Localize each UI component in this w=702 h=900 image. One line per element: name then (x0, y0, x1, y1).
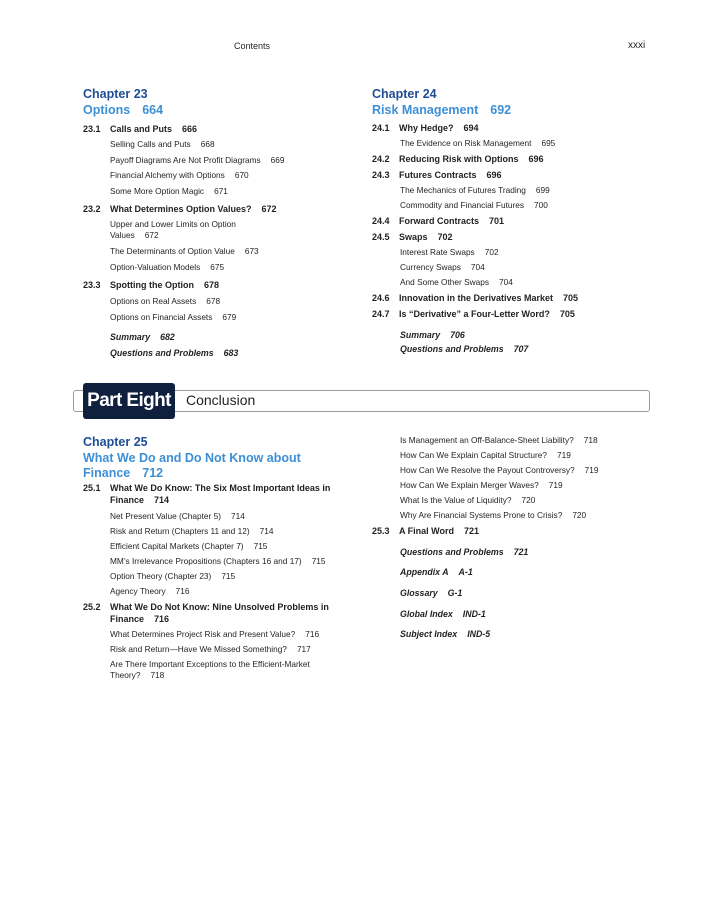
subsection-title: Agency Theory (110, 586, 166, 596)
subsection-title: Risk and Return—Have We Missed Something? (110, 644, 287, 654)
section-title: Swaps (399, 232, 428, 242)
subsection-title: What Determines Project Risk and Present Value? (110, 629, 296, 639)
summary-title: Summary (400, 330, 441, 340)
toc-subsection[interactable] (110, 186, 228, 197)
toc-subsection[interactable] (400, 262, 485, 273)
section-title: Futures Contracts (399, 170, 477, 180)
section-page: 694 (463, 123, 479, 133)
chapter-label: Chapter 23 (83, 87, 148, 101)
toc-subsection[interactable] (400, 495, 535, 506)
subsection-page: 716 (305, 629, 320, 639)
section-title: What Determines Option Values? (110, 204, 252, 214)
section-page: 696 (486, 170, 502, 180)
subsection-page: 702 (484, 247, 499, 257)
toc-subsection[interactable] (110, 511, 245, 522)
subsection-page: 714 (259, 526, 274, 536)
subsection-title: Upper and Lower Limits on Option Values (110, 219, 236, 240)
toc-section[interactable] (83, 601, 363, 625)
chapter-page: 712 (142, 466, 164, 480)
subsection-title: Risk and Return (Chapters 11 and 12) (110, 526, 250, 536)
toc-subsection[interactable] (110, 246, 259, 257)
summary-title: Summary (110, 332, 151, 342)
appendix-title: Appendix A (400, 567, 449, 577)
chapter-title-text: What We Do and Do Not Know about (83, 451, 301, 465)
subsection-title: Payoff Diagrams Are Not Profit Diagrams (110, 155, 261, 165)
toc-section[interactable] (372, 215, 652, 227)
toc-subject-index[interactable] (400, 628, 490, 640)
section-number: 25.3 (372, 526, 390, 536)
subsection-page: 700 (534, 200, 548, 210)
toc-subsection[interactable] (110, 219, 270, 241)
subsection-title: MM’s Irrelevance Propositions (Chapters 16 and 17) (110, 556, 302, 566)
toc-glossary[interactable] (400, 587, 462, 599)
section-page: 705 (563, 293, 579, 303)
section-title: Finance (110, 614, 145, 624)
summary-page: 682 (160, 332, 175, 342)
section-number: 24.5 (372, 232, 390, 242)
questions-title: Questions and Problems (400, 344, 504, 354)
subsection-page: 668 (200, 139, 215, 149)
subsection-page: 714 (231, 511, 245, 521)
section-page: 701 (489, 216, 505, 226)
subsection-page: 675 (210, 262, 225, 272)
toc-questions[interactable] (400, 343, 528, 355)
toc-subsection[interactable] (110, 526, 273, 537)
section-number: 24.7 (372, 309, 390, 319)
section-page: 678 (203, 280, 220, 290)
subsection-page: 699 (535, 185, 550, 195)
subsection-page: 720 (572, 510, 587, 520)
subsection-page: 669 (270, 155, 285, 165)
subsection-title: Theory? (110, 670, 141, 680)
subject-index-title: Subject Index (400, 629, 458, 639)
toc-subsection[interactable] (400, 465, 598, 476)
toc-subsection[interactable] (110, 629, 319, 640)
subsection-title: Efficient Capital Markets (Chapter 7) (110, 541, 244, 551)
questions-page: 707 (513, 344, 529, 354)
toc-subsection[interactable] (110, 312, 236, 323)
toc-section[interactable] (372, 122, 652, 134)
glossary-title: Glossary (400, 588, 438, 598)
subsection-title: Option Theory (Chapter 23) (110, 571, 212, 581)
chapter-title[interactable] (372, 103, 511, 118)
questions-title: Questions and Problems (400, 547, 504, 557)
running-head: Contents (234, 41, 271, 51)
global-index-page: IND-1 (462, 609, 486, 619)
toc-section[interactable] (83, 123, 343, 135)
subsection-page: 673 (244, 246, 259, 256)
subsection-page: 718 (583, 435, 598, 445)
chapter-title[interactable] (83, 451, 301, 481)
chapter-title-text: Risk Management (372, 103, 479, 117)
chapter-title-text: Finance (83, 466, 131, 480)
subsection-page: 695 (541, 138, 556, 148)
toc-summary[interactable] (400, 329, 465, 341)
subsection-page: 717 (296, 644, 311, 654)
toc-section[interactable] (372, 292, 672, 304)
toc-section[interactable] (372, 525, 652, 537)
section-number: 23.3 (83, 280, 101, 290)
chapter-page: 664 (142, 103, 164, 117)
section-number: 23.1 (83, 124, 101, 134)
toc-subsection[interactable] (110, 155, 284, 166)
section-title: Innovation in the Derivatives Market (399, 293, 554, 303)
subsection-title: Interest Rate Swaps (400, 247, 475, 257)
section-title: Why Hedge? (399, 123, 454, 133)
subsection-page: 715 (311, 556, 326, 566)
section-page: 705 (559, 309, 575, 319)
toc-subsection[interactable] (400, 185, 550, 196)
section-page: 714 (154, 495, 170, 505)
toc-subsection[interactable] (400, 510, 586, 521)
toc-subsection[interactable] (110, 586, 190, 597)
subsection-page: 718 (150, 670, 165, 680)
appendix-page: A-1 (458, 567, 473, 577)
subsection-title: Are There Important Exceptions to the Efficient-Market (110, 659, 310, 669)
section-page: 672 (261, 204, 277, 214)
subsection-page: 672 (144, 230, 159, 240)
section-title: Reducing Risk with Options (399, 154, 519, 164)
toc-subsection[interactable] (110, 541, 267, 552)
questions-title: Questions and Problems (110, 348, 214, 358)
questions-page: 721 (513, 547, 529, 557)
chapter-label: Chapter 25 (83, 435, 148, 449)
global-index-title: Global Index (400, 609, 453, 619)
section-number: 25.1 (83, 483, 101, 493)
subsection-title: Some More Option Magic (110, 186, 205, 196)
section-number: 24.3 (372, 170, 390, 180)
subsection-title: The Determinants of Option Value (110, 246, 235, 256)
section-number: 24.4 (372, 216, 390, 226)
toc-section[interactable] (83, 279, 343, 291)
section-number: 24.6 (372, 293, 390, 303)
toc-subsection[interactable] (110, 571, 235, 582)
subsection-page: 719 (556, 450, 571, 460)
toc-subsection[interactable] (110, 556, 326, 567)
subsection-page: 678 (206, 296, 221, 306)
section-number: 25.2 (83, 602, 101, 612)
toc-subsection[interactable] (400, 435, 598, 446)
section-title: Forward Contracts (399, 216, 480, 226)
subsection-title: Currency Swaps (400, 262, 461, 272)
toc-subsection[interactable] (110, 659, 310, 681)
subsection-page: 715 (253, 541, 268, 551)
questions-page: 683 (223, 348, 239, 358)
toc-subsection[interactable] (110, 644, 311, 655)
subsection-page: 670 (234, 170, 249, 180)
toc-subsection[interactable] (400, 450, 571, 461)
section-title: What We Do Not Know: Nine Unsolved Problems in (110, 602, 329, 612)
subsection-title: Why Are Financial Systems Prone to Crisis? (400, 510, 563, 520)
subsection-title: Options on Financial Assets (110, 312, 213, 322)
toc-section[interactable] (83, 482, 363, 506)
section-page: 696 (528, 154, 544, 164)
subsection-title: And Some Other Swaps (400, 277, 490, 287)
subsection-title: Option-Valuation Models (110, 262, 201, 272)
toc-subsection[interactable] (110, 139, 215, 150)
subsection-page: 716 (175, 586, 190, 596)
section-number: 24.2 (372, 154, 390, 164)
toc-subsection[interactable] (400, 138, 555, 149)
toc-questions[interactable] (400, 546, 528, 558)
summary-page: 706 (450, 330, 465, 340)
section-title: Spotting the Option (110, 280, 194, 290)
toc-subsection[interactable] (110, 170, 249, 181)
chapter-title-text: Options (83, 103, 131, 117)
section-title: A Final Word (399, 526, 454, 536)
toc-subsection[interactable] (110, 262, 224, 273)
section-number: 24.1 (372, 123, 390, 133)
part-title[interactable]: Conclusion (186, 392, 256, 408)
section-page: 721 (464, 526, 480, 536)
part-label: Part Eight (83, 383, 175, 419)
subsection-page: 719 (584, 465, 599, 475)
subsection-title: Is Management an Off-Balance-Sheet Liability? (400, 435, 574, 445)
section-title: Finance (110, 495, 145, 505)
section-title: Calls and Puts (110, 124, 173, 134)
toc-summary[interactable] (110, 331, 175, 343)
subsection-title: Options on Real Assets (110, 296, 197, 306)
toc-section[interactable] (372, 231, 652, 243)
glossary-page: G-1 (447, 588, 463, 598)
toc-subsection[interactable] (400, 277, 513, 288)
toc-section[interactable] (372, 308, 672, 320)
toc-subsection[interactable] (400, 480, 563, 491)
toc-questions[interactable] (110, 347, 238, 359)
toc-section[interactable] (372, 153, 652, 165)
subsection-title: The Mechanics of Futures Trading (400, 185, 526, 195)
subsection-title: Selling Calls and Puts (110, 139, 191, 149)
subject-index-page: IND-5 (467, 629, 491, 639)
toc-subsection[interactable] (400, 247, 499, 258)
section-page: 716 (154, 614, 170, 624)
subsection-title: The Evidence on Risk Management (400, 138, 532, 148)
section-title: Is “Derivative” a Four-Letter Word? (399, 309, 550, 319)
subsection-page: 704 (499, 277, 513, 287)
toc-subsection[interactable] (400, 200, 548, 211)
subsection-title: How Can We Explain Merger Waves? (400, 480, 539, 490)
subsection-page: 679 (222, 312, 237, 322)
section-page: 666 (182, 124, 198, 134)
subsection-title: How Can We Resolve the Payout Controversy? (400, 465, 575, 475)
subsection-title: What Is the Value of Liquidity? (400, 495, 512, 505)
chapter-page: 692 (490, 103, 512, 117)
toc-section[interactable] (372, 169, 652, 181)
page-number: xxxi (628, 40, 646, 51)
subsection-title: Financial Alchemy with Options (110, 170, 225, 180)
chapter-title[interactable] (83, 103, 163, 118)
toc-appendix[interactable] (400, 566, 473, 578)
subsection-title: Commodity and Financial Futures (400, 200, 525, 210)
subsection-page: 715 (221, 571, 236, 581)
toc-global-index[interactable] (400, 608, 486, 620)
subsection-page: 720 (521, 495, 536, 505)
toc-section[interactable] (83, 203, 343, 215)
section-number: 23.2 (83, 204, 101, 214)
toc-subsection[interactable] (110, 296, 220, 307)
subsection-page: 671 (214, 186, 228, 196)
subsection-page: 704 (470, 262, 485, 272)
subsection-title: How Can We Explain Capital Structure? (400, 450, 547, 460)
section-title: What We Do Know: The Six Most Important Ideas in (110, 483, 331, 493)
chapter-label: Chapter 24 (372, 87, 437, 101)
subsection-page: 719 (548, 480, 563, 490)
subsection-title: Net Present Value (Chapter 5) (110, 511, 221, 521)
section-page: 702 (437, 232, 453, 242)
